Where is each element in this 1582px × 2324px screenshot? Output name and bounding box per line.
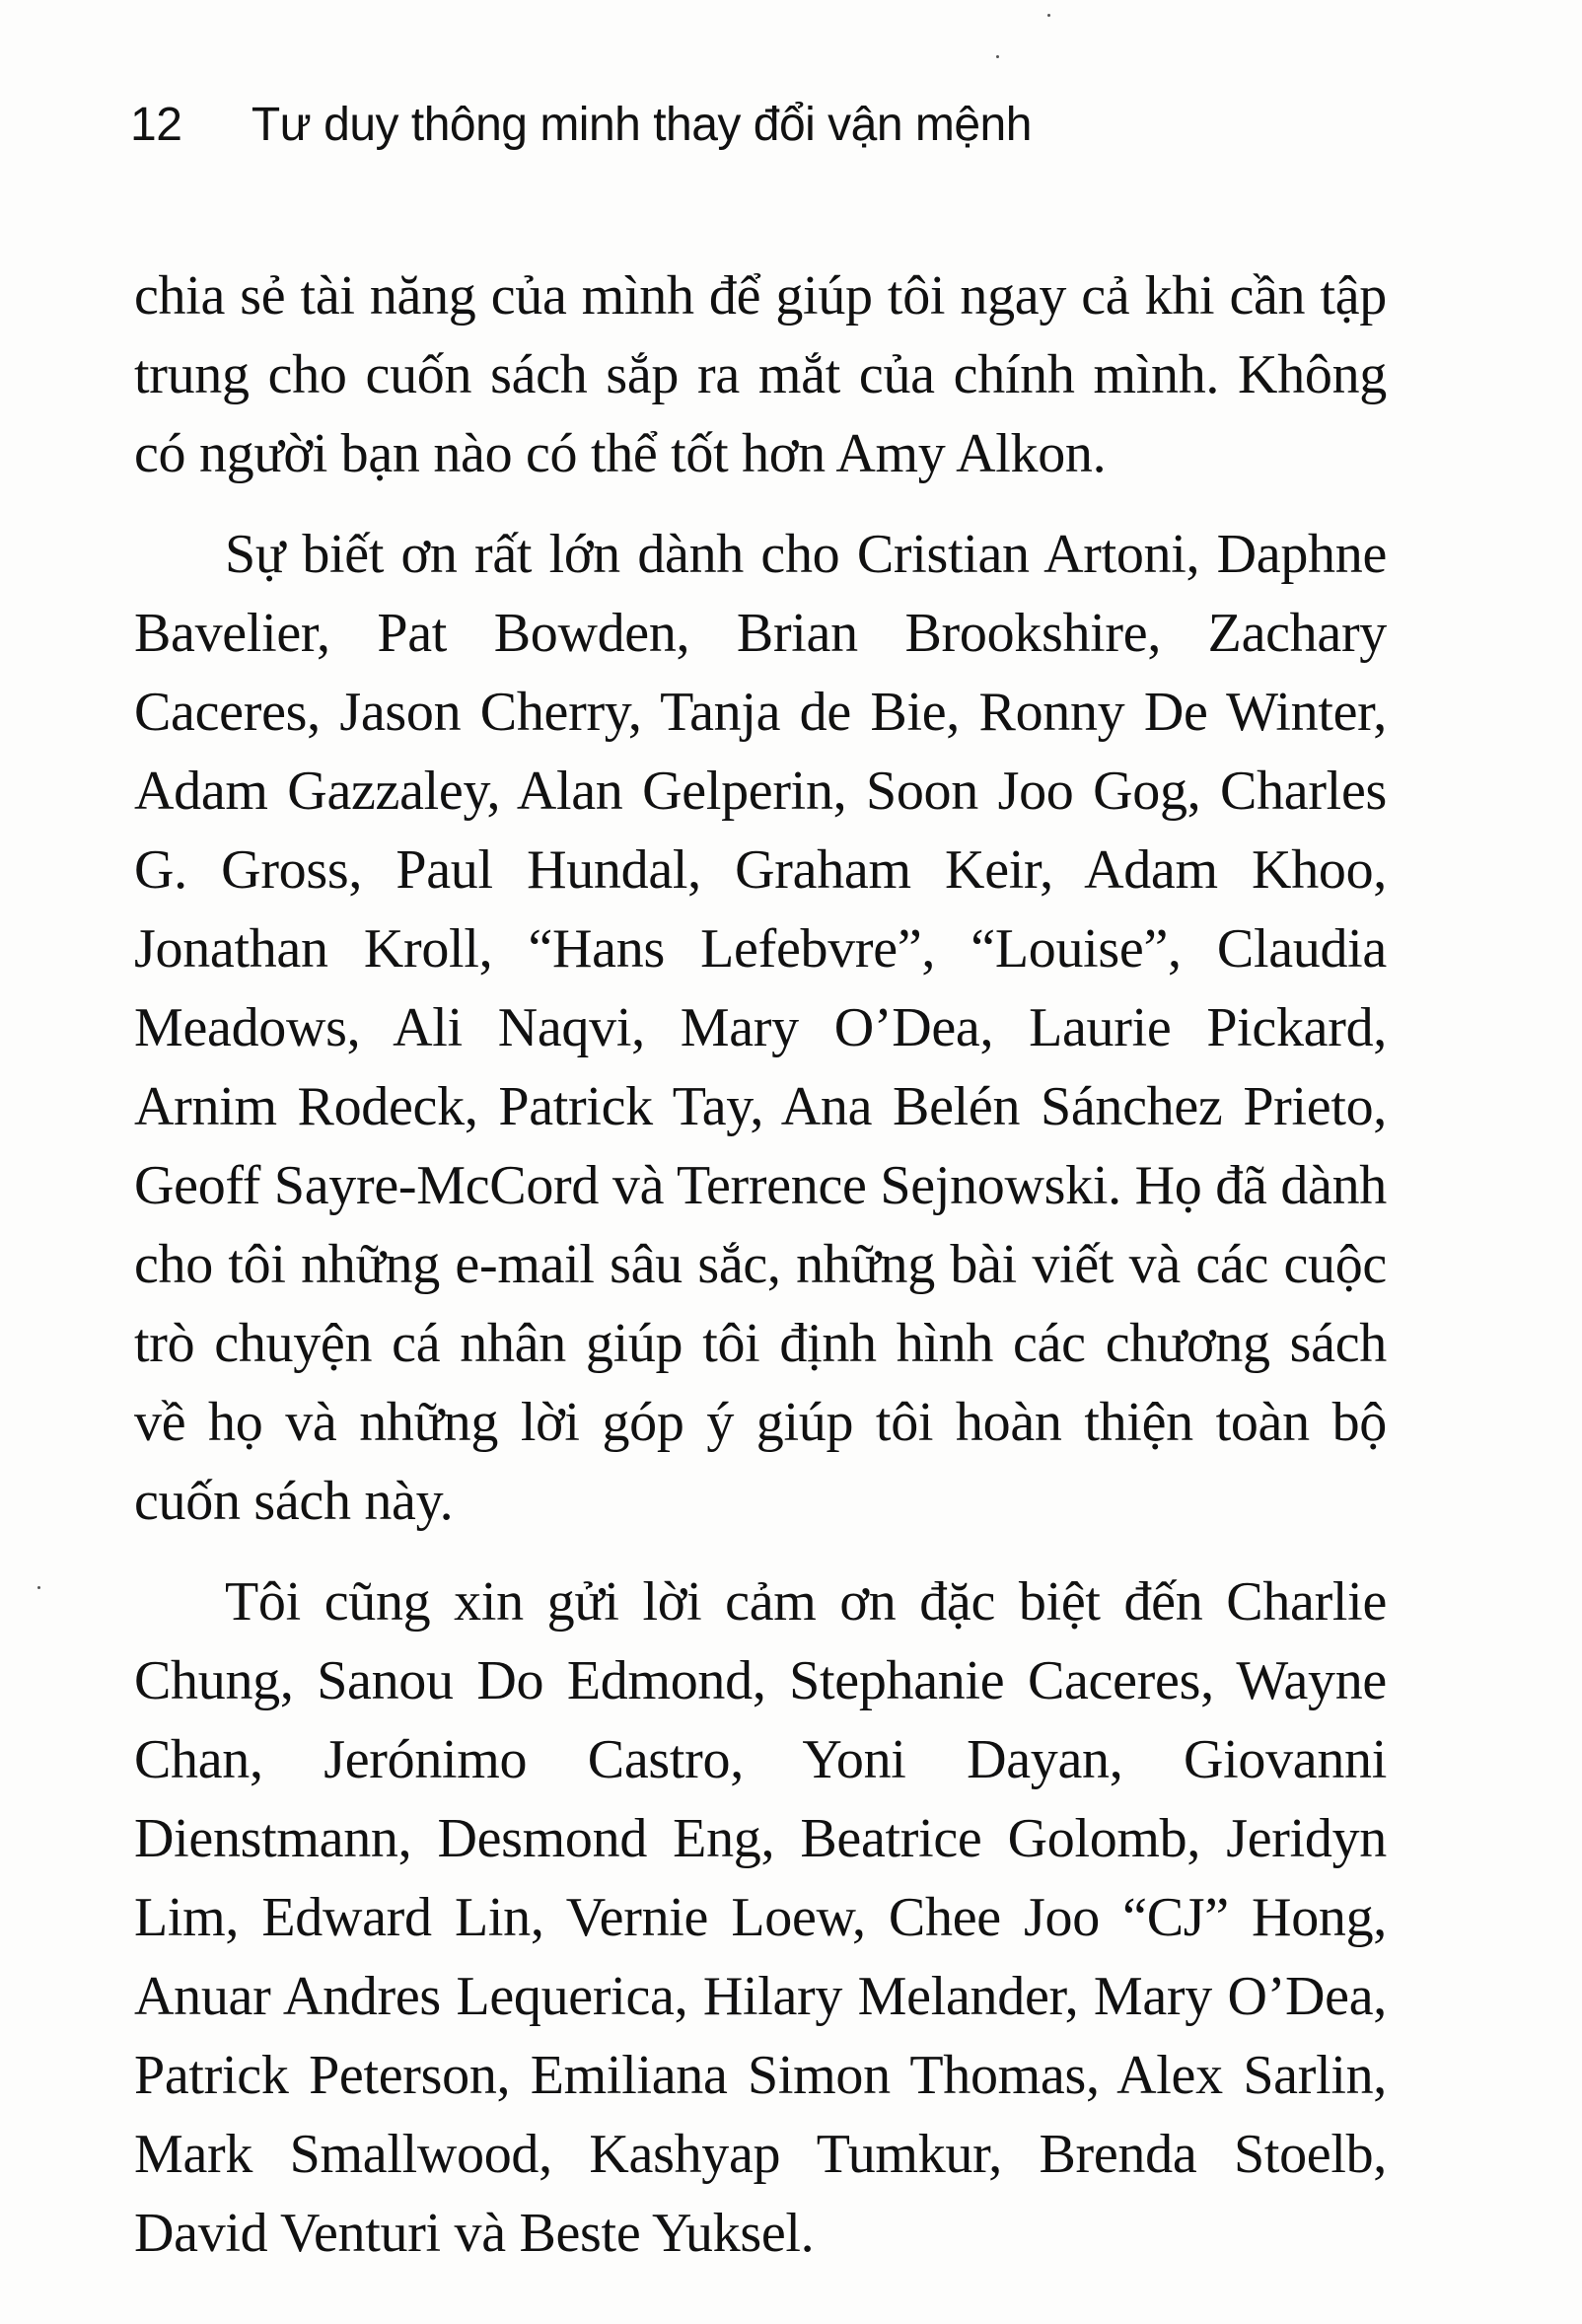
page-number: 12 xyxy=(130,99,182,151)
scan-speck xyxy=(1047,14,1050,17)
paragraph-continued: chia sẻ tài năng của mình để giúp tôi ngay cả khi cần tập trung cho cuốn sách sắp ra mắt của chính mình. Không có người bạn nào có thể tốt hơn Amy Alkon. xyxy=(134,265,1387,484)
paragraph-special-thanks: Tôi cũng xin gửi lời cảm ơn đặc biệt đến Charlie Chung, Sanou Do Edmond, Stephanie Caceres, Wayne Chan, Jerónimo Castro, Yoni Dayan, Giovanni Dienstmann, Desmond Eng, Beatrice Golomb, Jeridyn Lim, Edward Lin, Vernie Loew, Chee Joo “CJ” Hong, Anuar Andres Lequerica, Hilary Melander, Mary O’Dea, Patrick Peterson, Emiliana Simon Thomas, Alex Sarlin, Mark Smallwood, Kashyap Tumkur, Brenda Stoelb, David Venturi và Beste Yuksel. xyxy=(134,1571,1387,2264)
paragraph-acknowledgements: Sự biết ơn rất lớn dành cho Cristian Artoni, Daphne Bavelier, Pat Bowden, Brian Brookshire, Zachary Caceres, Jason Cherry, Tanja de Bie, Ronny De Winter, Adam Gazzaley, Alan Gelperin, Soon Joo Gog, Charles G. Gross, Paul Hundal, Graham Keir, Adam Khoo, Jonathan Kroll, “Hans Lefebvre”, “Louise”, Claudia Meadows, Ali Naqvi, Mary O’Dea, Laurie Pickard, Arnim Rodeck, Patrick Tay, Ana Belén Sánchez Prieto, Geoff Sayre-McCord và Terrence Sejnowski. Họ đã dành cho tôi những e-mail sâu sắc, những bài viết và các cuộc trò chuyện cá nhân giúp tôi định hình các chương sách về họ và những lời góp ý giúp tôi hoàn thiện toàn bộ cuốn sách này. xyxy=(134,524,1387,1532)
scan-speck xyxy=(37,1586,40,1589)
running-head xyxy=(130,91,1412,160)
scan-speck xyxy=(996,55,999,58)
running-head-title: Tư duy thông minh thay đổi vận mệnh xyxy=(251,99,1032,151)
body-text xyxy=(134,256,1387,2294)
